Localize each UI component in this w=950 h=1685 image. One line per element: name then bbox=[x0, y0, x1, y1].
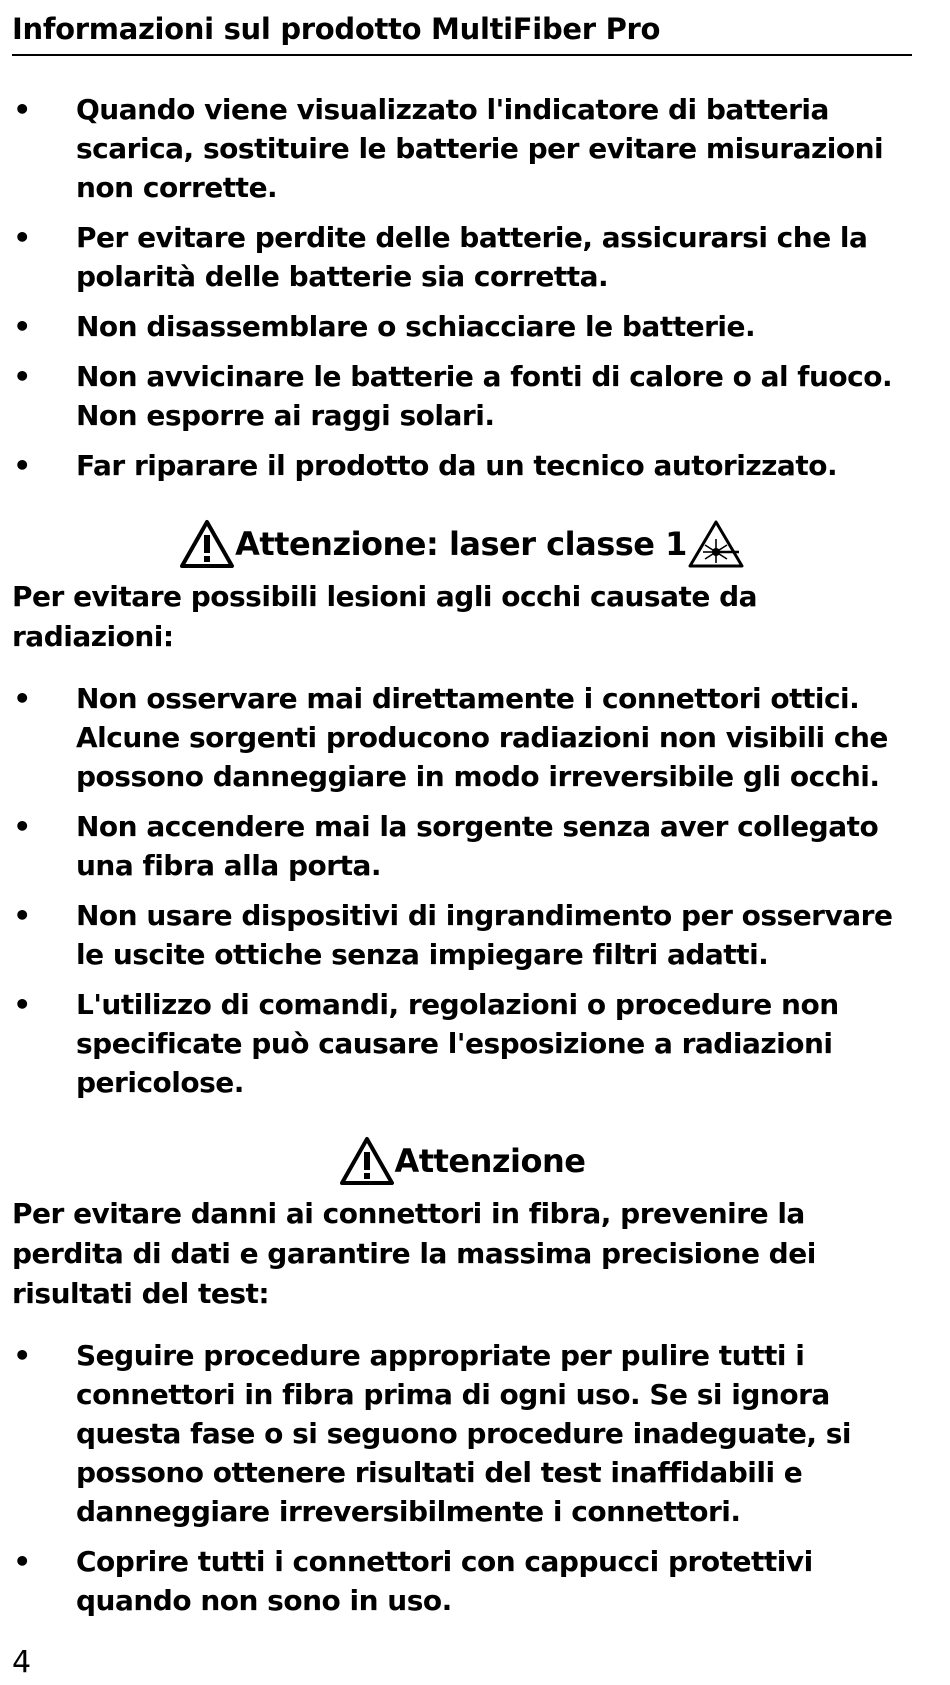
list-item bbox=[12, 307, 912, 346]
bullet: • bbox=[13, 899, 31, 932]
page-header-title: Informazioni sul prodotto MultiFiber Pro bbox=[12, 12, 661, 46]
list-item bbox=[12, 1542, 912, 1620]
list-item bbox=[12, 218, 912, 296]
list-item-text: Non osservare mai direttamente i connettori ottici. Alcune sorgenti producono radiazioni non visibili che possono danneggiare in modo irreversibile gli occhi. bbox=[76, 682, 888, 793]
page-content bbox=[12, 90, 912, 1631]
list-item-text: Coprire tutti i connettori con cappucci protettivi quando non sono in uso. bbox=[76, 1545, 813, 1617]
list-item-text: Seguire procedure appropriate per pulire tutti i connettori in fibra prima di ogni uso. Se si ignora questa fase o si seguono procedure inadeguate, si possono ottenere risultati del test inaffidabili e danneggiare irreversibilmente i connettori. bbox=[76, 1339, 851, 1528]
bullet: • bbox=[13, 682, 31, 715]
bullet: • bbox=[13, 360, 31, 393]
list-item-text: Non usare dispositivi di ingrandimento per osservare le uscite ottiche senza impiegare filtri adatti. bbox=[76, 899, 893, 971]
list-item bbox=[12, 896, 912, 974]
list-item bbox=[12, 357, 912, 435]
list-item-text: L'utilizzo di comandi, regolazioni o procedure non specificate può causare l'esposizione a radiazioni pericolose. bbox=[76, 988, 839, 1099]
list-item bbox=[12, 1336, 912, 1531]
list-item-text: Non disassemblare o schiacciare le batterie. bbox=[76, 310, 756, 343]
caution-intro: Per evitare danni ai connettori in fibra, prevenire la perdita di dati e garantire la massima precisione dei risultati del test: bbox=[12, 1197, 816, 1310]
warning-triangle-icon bbox=[179, 519, 235, 569]
caution-list bbox=[12, 1336, 912, 1620]
laser-hazard-icon bbox=[687, 519, 745, 569]
bullet: • bbox=[13, 810, 31, 843]
page-header bbox=[12, 10, 912, 56]
list-item bbox=[12, 807, 912, 885]
bullet: • bbox=[13, 1545, 31, 1578]
bullet: • bbox=[13, 93, 31, 126]
list-item bbox=[12, 679, 912, 796]
laser-warning-heading bbox=[12, 519, 912, 569]
battery-list bbox=[12, 90, 912, 485]
bullet: • bbox=[13, 221, 31, 254]
laser-intro: Per evitare possibili lesioni agli occhi causate da radiazioni: bbox=[12, 580, 758, 653]
caution-heading bbox=[12, 1136, 912, 1186]
list-item bbox=[12, 985, 912, 1102]
laser-warning-heading-text: Attenzione: laser classe 1 bbox=[235, 525, 687, 563]
list-item-text: Per evitare perdite delle batterie, assicurarsi che la polarità delle batterie sia corretta. bbox=[76, 221, 868, 293]
list-item bbox=[12, 90, 912, 207]
list-item bbox=[12, 446, 912, 485]
bullet: • bbox=[13, 1339, 31, 1372]
list-item-text: Non accendere mai la sorgente senza aver collegato una fibra alla porta. bbox=[76, 810, 879, 882]
warning-triangle-icon bbox=[339, 1136, 395, 1186]
bullet: • bbox=[13, 449, 31, 482]
list-item-text: Quando viene visualizzato l'indicatore di batteria scarica, sostituire le batterie per evitare misurazioni non corrette. bbox=[76, 93, 884, 204]
list-item-text: Non avvicinare le batterie a fonti di calore o al fuoco. Non esporre ai raggi solari. bbox=[76, 360, 893, 432]
bullet: • bbox=[13, 988, 31, 1021]
bullet: • bbox=[13, 310, 31, 343]
page-number: 4 bbox=[12, 1645, 32, 1680]
list-item-text: Far riparare il prodotto da un tecnico autorizzato. bbox=[76, 449, 838, 482]
laser-list bbox=[12, 679, 912, 1102]
caution-heading-text: Attenzione bbox=[394, 1142, 586, 1180]
